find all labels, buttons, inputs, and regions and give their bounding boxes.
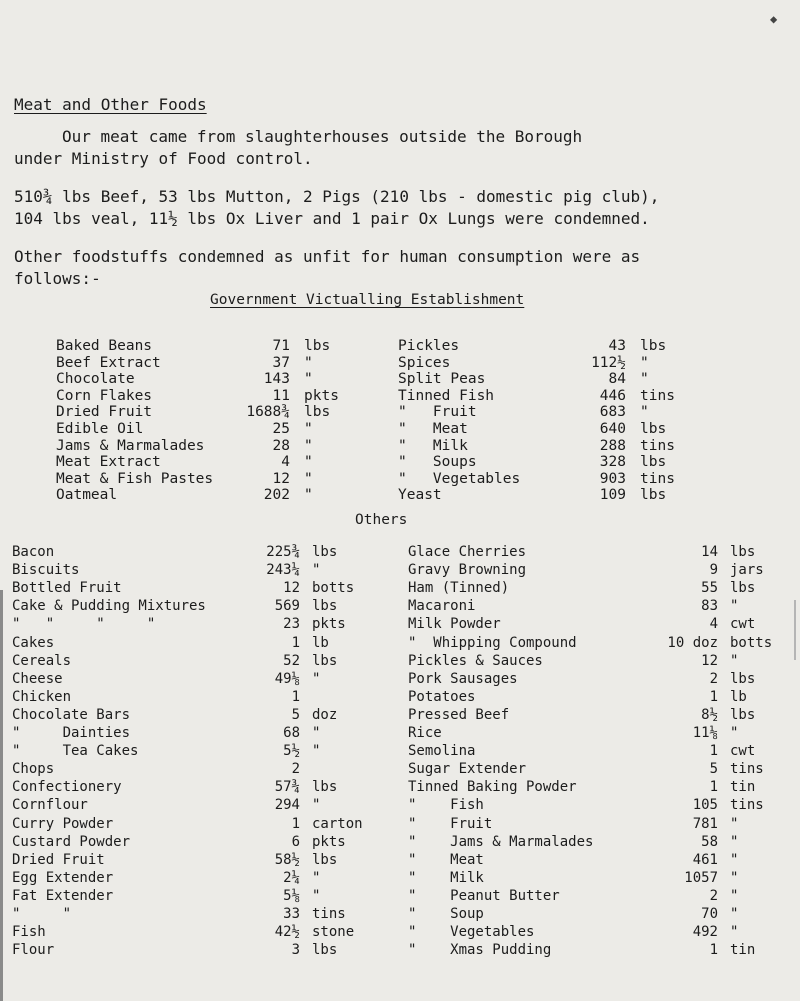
- gov-right-row-item: " Soups: [398, 454, 477, 471]
- others-right-row-item: Pork Sausages: [408, 670, 518, 687]
- gov-left-row-item: Meat & Fish Pastes: [56, 470, 214, 487]
- gov-right-row-qty: 84: [608, 371, 626, 388]
- others-right-row-item: Rice: [408, 725, 442, 741]
- others-left-row-qty: 12: [283, 580, 300, 597]
- others-right-row-qty: 5: [709, 761, 718, 778]
- others-right-row-unit: cwt: [730, 616, 756, 633]
- others-right-row-item: Pressed Beef: [408, 706, 510, 723]
- others-left-row-qty: 49⅛: [274, 670, 300, 687]
- others-left-row-item: Bottled Fruit: [12, 580, 122, 597]
- others-left-row-unit: tins: [312, 906, 346, 922]
- others-right-row-unit: ": [730, 815, 739, 832]
- gov-left-row-item: Beef Extract: [56, 354, 161, 371]
- others-right-row-unit: tin: [730, 779, 756, 796]
- others-left-row-qty: 5⅛: [283, 887, 300, 904]
- gov-right-row-item: Tinned Fish: [398, 387, 495, 404]
- others-left-row-qty: 569: [274, 598, 300, 615]
- gov-right-row-item: " Vegetables: [398, 470, 521, 487]
- others-left-row-unit: doz: [312, 706, 338, 723]
- others-left-row-item: Cheese: [12, 670, 63, 687]
- gov-left-row-qty: 37: [272, 354, 290, 371]
- others-left-row-qty: 225¾: [266, 544, 300, 560]
- gov-left-row-unit: ": [304, 437, 313, 454]
- gov-right-row-item: Spices: [398, 354, 451, 371]
- gov-left-row-item: Meat Extract: [56, 454, 161, 471]
- gov-right-row-unit: tins: [640, 470, 675, 487]
- others-right-row-unit: lbs: [730, 544, 756, 560]
- gov-left-row-item: Oatmeal: [56, 487, 118, 504]
- others-left-row-item: Confectionery: [12, 779, 122, 796]
- others-left-row-unit: pkts: [312, 616, 346, 633]
- gov-left-row-qty: 202: [263, 487, 290, 504]
- others-right-row-item: Milk Powder: [408, 616, 501, 633]
- gov-right-row-item: Pickles: [398, 338, 460, 354]
- others-left-row-unit: pkts: [312, 833, 346, 850]
- others-left-row-qty: 243¼: [266, 562, 300, 579]
- others-left-row-item: Cakes: [12, 634, 55, 651]
- others-right-row-item: Pickles & Sauces: [408, 652, 543, 669]
- others-left-row-item: Cornflour: [12, 797, 88, 814]
- gov-left-row-unit: ": [304, 421, 313, 437]
- others-left-row-qty: 5: [291, 706, 300, 723]
- others-right-row-unit: lbs: [730, 580, 756, 597]
- others-right-row-unit: ": [730, 906, 739, 922]
- others-left-row-qty: 1: [291, 815, 300, 832]
- others-right-row-qty: 1: [709, 743, 718, 760]
- others-right-row-unit: tin: [730, 942, 756, 959]
- gov-left-row-qty: 28: [272, 437, 290, 454]
- others-right-row-item: Gravy Browning: [408, 562, 527, 579]
- others-right-row-item: Glace Cherries: [408, 544, 527, 560]
- others-left-row-unit: lbs: [312, 598, 338, 615]
- others-right-row-unit: botts: [730, 634, 773, 651]
- others-left-row-qty: 1: [291, 634, 300, 651]
- others-left-row-item: Chicken: [12, 688, 72, 705]
- others-right-row-item: " Fruit: [408, 815, 493, 832]
- others-left-row-qty: 58½: [274, 851, 300, 868]
- others-left-row-item: Chops: [12, 761, 55, 778]
- others-left-row-item: Flour: [12, 942, 55, 959]
- others-right-row-item: " Soup: [408, 906, 484, 922]
- gov-left-row-item: Baked Beans: [56, 338, 153, 354]
- gov-right-row-qty: 446: [599, 387, 626, 404]
- gov-right-row-unit: lbs: [640, 421, 667, 437]
- gov-right-row-unit: tins: [640, 437, 675, 454]
- others-right-row-qty: 58: [701, 833, 718, 850]
- others-left-row-qty: 6: [291, 833, 300, 850]
- others-right-row-unit: ": [730, 924, 739, 941]
- others-left-row-item: Fat Extender: [12, 887, 114, 904]
- others-left-row-unit: stone: [312, 924, 355, 941]
- others-right-row-unit: ": [730, 851, 739, 868]
- others-left-row-unit: lbs: [312, 942, 338, 959]
- others-left-row-unit: botts: [312, 580, 355, 597]
- others-right-row-qty: 1: [709, 942, 718, 959]
- others-right-row-unit: ": [730, 869, 739, 886]
- condemned-line-1: 510¾ lbs Beef, 53 lbs Mutton, 2 Pigs (210 lbs - domestic pig club),: [14, 187, 660, 206]
- others-left-row-unit: lbs: [312, 544, 338, 560]
- others-heading: Others: [355, 512, 408, 528]
- others-left-row-qty: 68: [283, 725, 300, 741]
- others-left-row-item: Egg Extender: [12, 869, 114, 886]
- gov-left-row-qty: 143: [263, 371, 290, 388]
- gov-left-row-qty: 12: [272, 470, 290, 487]
- others-left-row-qty: 52: [283, 652, 300, 669]
- gov-heading: Government Victualling Establishment: [210, 292, 525, 308]
- others-right-row-unit: ": [730, 725, 739, 741]
- others-right-row-item: " Peanut Butter: [408, 887, 560, 904]
- gov-left-row-unit: ": [304, 454, 313, 471]
- others-right-row-item: Macaroni: [408, 598, 476, 615]
- gov-right-row-unit: ": [640, 404, 649, 421]
- others-left-row-item: Cereals: [12, 652, 72, 669]
- others-right-row-qty: 4: [709, 616, 718, 633]
- others-left-row-item: Curry Powder: [12, 815, 114, 832]
- others-right-row-qty: 1: [709, 779, 718, 796]
- others-right-row-qty: 1: [709, 688, 718, 705]
- others-left-row-unit: lbs: [312, 652, 338, 669]
- others-right-row-qty: 70: [701, 906, 718, 922]
- gov-right-row-qty: 328: [599, 454, 626, 471]
- others-right-row-qty: 461: [692, 851, 718, 868]
- gov-left-row-qty: 71: [272, 338, 290, 354]
- others-left-row-unit: ": [312, 797, 321, 814]
- others-left-row-unit: carton: [312, 815, 363, 832]
- others-left-row-unit: ": [312, 670, 321, 687]
- gov-left-row-unit: ": [304, 470, 313, 487]
- gov-left-row-qty: 25: [272, 421, 290, 437]
- corner-mark: ◆: [770, 12, 778, 26]
- gov-right-row-qty: 903: [599, 470, 626, 487]
- others-right-row-unit: ": [730, 598, 739, 615]
- gov-right-row-unit: lbs: [640, 487, 667, 504]
- others-right-row-unit: tins: [730, 797, 764, 814]
- others-left-row-qty: 294: [274, 797, 300, 814]
- others-left-row-item: " Tea Cakes: [12, 743, 139, 760]
- gov-left-row-item: Corn Flakes: [56, 387, 153, 404]
- others-right-row-item: " Vegetables: [408, 924, 535, 941]
- others-right-row-item: Semolina: [408, 743, 476, 760]
- others-right-row-qty: 492: [692, 924, 718, 941]
- gov-left-row-qty: 4: [281, 454, 290, 471]
- intro-line-1: Our meat came from slaughterhouses outside the Borough: [62, 127, 583, 146]
- others-left-row-unit: ": [312, 869, 321, 886]
- others-right-row-unit: jars: [730, 562, 764, 579]
- others-left-row-qty: 1: [291, 688, 300, 705]
- others-right-row-qty: 11⅛: [692, 725, 718, 741]
- others-right-row-qty: 12: [701, 652, 718, 669]
- others-right-row-item: " Fish: [408, 797, 484, 814]
- others-left-row-qty: 23: [283, 616, 300, 633]
- others-right-row-qty: 9: [709, 562, 718, 579]
- gov-left-row-item: Jams & Marmalades: [56, 437, 205, 454]
- others-right-row-item: Potatoes: [408, 688, 476, 705]
- others-right-row-unit: ": [730, 887, 739, 904]
- gov-right-row-item: " Milk: [398, 437, 468, 454]
- others-right-row-unit: cwt: [730, 743, 756, 760]
- others-right-row-unit: tins: [730, 761, 764, 778]
- gov-right-row-unit: tins: [640, 387, 675, 404]
- page-heading: Meat and Other Foods: [14, 95, 207, 114]
- gov-left-row-unit: ": [304, 354, 313, 371]
- others-right-row-qty: 10 doz: [667, 634, 718, 651]
- gov-right-row-unit: ": [640, 371, 649, 388]
- others-right-row-item: " Meat: [408, 851, 484, 868]
- others-left-row-item: Chocolate Bars: [12, 706, 131, 723]
- intro-line-2: under Ministry of Food control.: [14, 149, 313, 168]
- others-right-row-item: " Whipping Compound: [408, 634, 577, 651]
- gov-right-row-unit: ": [640, 354, 649, 371]
- gov-left-row-unit: ": [304, 371, 313, 388]
- others-left-row-item: Cake & Pudding Mixtures: [12, 598, 206, 615]
- others-right-row-item: Tinned Baking Powder: [408, 779, 577, 796]
- others-left-row-item: " Dainties: [12, 725, 131, 741]
- other-line-1: Other foodstuffs condemned as unfit for human consumption were as: [14, 247, 641, 266]
- others-right-row-unit: lbs: [730, 670, 756, 687]
- scan-edge-shadow-right: [794, 600, 796, 660]
- gov-left-row-item: Edible Oil: [56, 421, 144, 437]
- gov-right-row-qty: 43: [608, 338, 626, 354]
- others-right-row-qty: 83: [701, 598, 718, 615]
- gov-left-row-unit: lbs: [304, 404, 331, 421]
- gov-right-row-qty: 109: [599, 487, 626, 504]
- others-right-row-unit: lbs: [730, 706, 756, 723]
- gov-left-row-unit: ": [304, 487, 313, 504]
- gov-right-row-qty: 640: [599, 421, 626, 437]
- others-left-row-item: Fish: [12, 924, 46, 941]
- others-right-row-qty: 14: [701, 544, 718, 560]
- others-left-row-qty: 33: [283, 906, 300, 922]
- others-right-row-item: " Xmas Pudding: [408, 942, 552, 959]
- others-right-row-item: " Milk: [408, 869, 484, 886]
- others-right-row-qty: 1057: [684, 869, 718, 886]
- gov-right-row-qty: 683: [599, 404, 626, 421]
- others-left-row-item: Dried Fruit: [12, 851, 105, 868]
- others-left-row-unit: ": [312, 743, 321, 760]
- gov-left-row-item: Dried Fruit: [56, 404, 153, 421]
- others-left-row-qty: 3: [291, 942, 300, 959]
- others-left-row-qty: 57¾: [274, 779, 300, 796]
- scan-edge-shadow: [0, 590, 3, 1001]
- gov-left-row-unit: pkts: [304, 387, 339, 404]
- gov-right-row-unit: lbs: [640, 454, 667, 471]
- others-left-row-item: Custard Powder: [12, 833, 131, 850]
- others-left-row-item: Biscuits: [12, 562, 80, 579]
- others-right-row-unit: ": [730, 652, 739, 669]
- others-left-row-unit: ": [312, 562, 321, 579]
- others-left-row-qty: 42½: [274, 924, 300, 941]
- gov-right-row-unit: lbs: [640, 338, 667, 354]
- others-left-row-item: " ": [12, 906, 72, 922]
- gov-right-row-qty: 288: [599, 437, 626, 454]
- others-right-row-qty: 2: [709, 887, 718, 904]
- others-right-row-item: " Jams & Marmalades: [408, 833, 594, 850]
- others-right-row-unit: ": [730, 833, 739, 850]
- others-left-row-qty: 2: [291, 761, 300, 778]
- gov-right-row-item: " Meat: [398, 421, 468, 437]
- others-left-row-item: Bacon: [12, 544, 55, 560]
- others-left-row-unit: lbs: [312, 851, 338, 868]
- others-right-row-unit: lb: [730, 688, 747, 705]
- other-line-2: follows:-: [14, 269, 101, 288]
- gov-right-row-item: Split Peas: [398, 371, 486, 388]
- gov-left-row-qty: 11: [272, 387, 290, 404]
- others-left-row-unit: ": [312, 725, 321, 741]
- others-left-row-unit: lb: [312, 634, 329, 651]
- others-right-row-item: Sugar Extender: [408, 761, 527, 778]
- gov-right-row-qty: 112½: [591, 354, 626, 371]
- gov-right-row-item: Yeast: [398, 487, 442, 504]
- others-left-row-qty: 2¼: [283, 869, 300, 886]
- gov-left-row-item: Chocolate: [56, 371, 135, 388]
- gov-left-row-unit: lbs: [304, 338, 331, 354]
- others-left-row-item: " " " ": [12, 616, 156, 633]
- gov-left-row-qty: 1688¾: [246, 404, 290, 421]
- others-right-row-qty: 105: [692, 797, 718, 814]
- others-left-row-unit: lbs: [312, 779, 338, 796]
- others-right-row-qty: 781: [692, 815, 718, 832]
- others-left-row-qty: 5½: [283, 743, 300, 760]
- condemned-line-2: 104 lbs veal, 11½ lbs Ox Liver and 1 pair Ox Lungs were condemned.: [14, 209, 650, 228]
- others-right-row-qty: 2: [709, 670, 718, 687]
- gov-right-row-item: " Fruit: [398, 404, 477, 421]
- others-right-row-qty: 8½: [701, 706, 718, 723]
- others-left-row-unit: ": [312, 887, 321, 904]
- others-right-row-qty: 55: [701, 580, 718, 597]
- others-right-row-item: Ham (Tinned): [408, 580, 510, 597]
